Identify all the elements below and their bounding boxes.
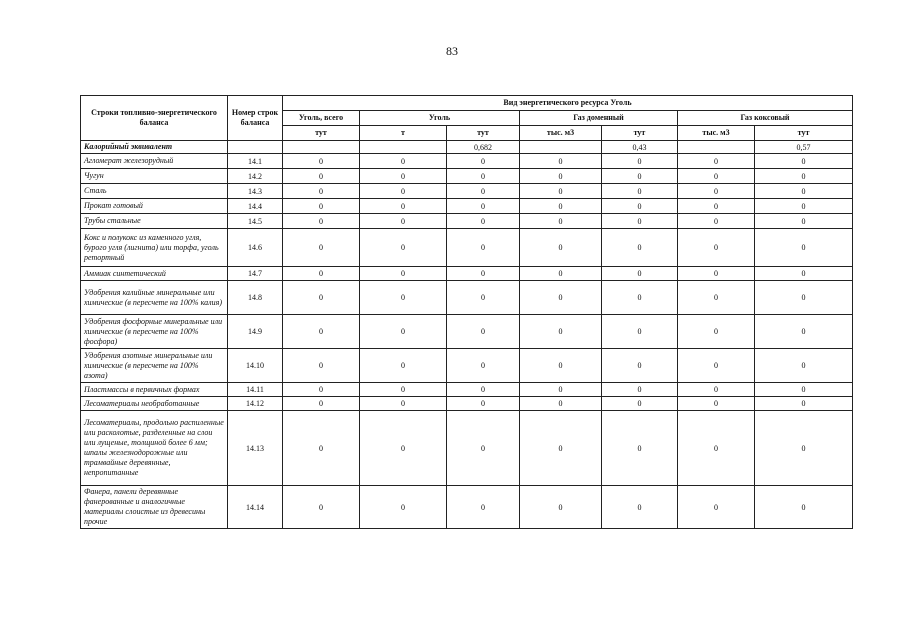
group-coke-gas: Газ коксовый: [678, 111, 853, 126]
row-number: 14.7: [228, 267, 283, 281]
header-resource-title: Вид энергетического ресурса Уголь: [283, 96, 853, 111]
row-label: Удобрения азотные минеральные или химические (в пересчете на 100% азота): [81, 349, 228, 383]
value-cell: 0: [755, 486, 853, 529]
value-cell: 0: [520, 349, 602, 383]
value-cell: 0,682: [447, 141, 520, 154]
value-cell: 0: [447, 397, 520, 411]
value-cell: 0: [520, 184, 602, 199]
row-label: Чугун: [81, 169, 228, 184]
value-cell: 0: [678, 184, 755, 199]
table-row: [81, 267, 853, 281]
value-cell: 0: [602, 169, 678, 184]
value-cell: 0: [520, 411, 602, 486]
row-number: 14.13: [228, 411, 283, 486]
calorific-row: [81, 141, 853, 154]
value-cell: 0: [360, 199, 447, 214]
value-cell: [283, 141, 360, 154]
table-row: [81, 281, 853, 315]
unit-cell: тут: [602, 126, 678, 141]
value-cell: 0: [447, 229, 520, 267]
value-cell: 0: [447, 154, 520, 169]
value-cell: 0: [360, 214, 447, 229]
value-cell: 0: [447, 214, 520, 229]
group-coal: Уголь: [360, 111, 520, 126]
value-cell: 0: [602, 154, 678, 169]
value-cell: 0: [283, 199, 360, 214]
value-cell: 0: [755, 315, 853, 349]
row-number: 14.2: [228, 169, 283, 184]
row-label: Удобрения фосфорные минеральные или химические (в пересчете на 100% фосфора): [81, 315, 228, 349]
value-cell: 0: [447, 383, 520, 397]
value-cell: 0: [447, 411, 520, 486]
value-cell: 0,43: [602, 141, 678, 154]
table-row: [81, 169, 853, 184]
unit-cell: тыс. м3: [520, 126, 602, 141]
value-cell: 0: [520, 315, 602, 349]
value-cell: 0: [678, 486, 755, 529]
row-label: Кокс и полукокс из каменного угля, бурого угля (лигнита) или торфа, уголь ретортный: [81, 229, 228, 267]
value-cell: 0: [602, 486, 678, 529]
value-cell: 0: [520, 397, 602, 411]
value-cell: 0: [678, 199, 755, 214]
energy-balance-table: [80, 95, 853, 529]
value-cell: [520, 141, 602, 154]
value-cell: 0: [678, 214, 755, 229]
value-cell: 0: [360, 184, 447, 199]
value-cell: 0: [520, 267, 602, 281]
value-cell: 0: [678, 397, 755, 411]
value-cell: 0: [283, 281, 360, 315]
table-row: [81, 315, 853, 349]
value-cell: 0: [447, 486, 520, 529]
value-cell: 0: [520, 383, 602, 397]
header-lines: Строки топливно-энергетического баланса: [81, 96, 228, 141]
row-number: 14.12: [228, 397, 283, 411]
value-cell: [678, 141, 755, 154]
value-cell: 0: [755, 229, 853, 267]
value-cell: 0: [520, 486, 602, 529]
value-cell: 0: [360, 349, 447, 383]
table-row: [81, 184, 853, 199]
row-number: 14.10: [228, 349, 283, 383]
value-cell: 0: [447, 349, 520, 383]
value-cell: 0: [360, 281, 447, 315]
value-cell: 0: [447, 169, 520, 184]
row-label: Сталь: [81, 184, 228, 199]
value-cell: 0: [360, 397, 447, 411]
row-number: [228, 141, 283, 154]
row-label: Калорийный эквивалент: [81, 141, 228, 154]
value-cell: 0: [602, 281, 678, 315]
row-number: 14.11: [228, 383, 283, 397]
value-cell: 0: [283, 411, 360, 486]
page-number: 83: [446, 44, 458, 58]
value-cell: 0: [283, 383, 360, 397]
unit-cell: тут: [283, 126, 360, 141]
value-cell: 0: [678, 154, 755, 169]
value-cell: 0: [678, 229, 755, 267]
value-cell: 0: [360, 315, 447, 349]
value-cell: 0: [360, 169, 447, 184]
table-row: [81, 411, 853, 486]
unit-cell: тут: [755, 126, 853, 141]
table-row: [81, 199, 853, 214]
value-cell: 0: [755, 281, 853, 315]
value-cell: 0: [520, 214, 602, 229]
value-cell: 0: [755, 411, 853, 486]
value-cell: 0: [602, 349, 678, 383]
value-cell: 0: [755, 383, 853, 397]
value-cell: 0: [602, 383, 678, 397]
value-cell: 0: [678, 267, 755, 281]
group-blast-furnace-gas: Газ доменный: [520, 111, 678, 126]
row-number: 14.3: [228, 184, 283, 199]
value-cell: 0: [283, 214, 360, 229]
value-cell: 0: [678, 383, 755, 397]
value-cell: 0: [755, 214, 853, 229]
header-number: Номер строк баланса: [228, 96, 283, 141]
row-number: 14.9: [228, 315, 283, 349]
table-row: [81, 154, 853, 169]
row-label: Трубы стальные: [81, 214, 228, 229]
value-cell: 0: [283, 229, 360, 267]
value-cell: 0: [447, 267, 520, 281]
value-cell: 0: [602, 267, 678, 281]
value-cell: 0: [283, 349, 360, 383]
value-cell: 0: [602, 184, 678, 199]
value-cell: 0: [360, 383, 447, 397]
value-cell: 0: [678, 411, 755, 486]
row-label: Пластмассы в первичных формах: [81, 383, 228, 397]
row-label: Лесоматериалы, продольно распиленные или расколотые, разделенные на слои или лущеные, толщиной более 6 мм; шпалы железнодорожные или трамвайные деревянные, непропитанные: [81, 411, 228, 486]
unit-cell: тыс. м3: [678, 126, 755, 141]
value-cell: 0: [755, 184, 853, 199]
value-cell: 0: [755, 169, 853, 184]
value-cell: 0: [755, 349, 853, 383]
row-number: 14.14: [228, 486, 283, 529]
row-label: Агломерат железорудный: [81, 154, 228, 169]
value-cell: 0: [283, 169, 360, 184]
row-number: 14.4: [228, 199, 283, 214]
value-cell: 0: [520, 199, 602, 214]
unit-cell: тут: [447, 126, 520, 141]
table-row: [81, 486, 853, 529]
group-coal-total: Уголь, всего: [283, 111, 360, 126]
value-cell: 0: [678, 281, 755, 315]
value-cell: 0: [520, 154, 602, 169]
value-cell: 0: [755, 397, 853, 411]
value-cell: 0: [755, 199, 853, 214]
value-cell: 0: [602, 199, 678, 214]
value-cell: 0: [520, 229, 602, 267]
value-cell: 0: [447, 184, 520, 199]
value-cell: 0: [360, 154, 447, 169]
value-cell: 0: [678, 315, 755, 349]
value-cell: 0: [755, 267, 853, 281]
table-row: [81, 397, 853, 411]
row-label: Прокат готовый: [81, 199, 228, 214]
row-label: Аммиак синтетический: [81, 267, 228, 281]
value-cell: 0: [360, 411, 447, 486]
value-cell: 0: [520, 169, 602, 184]
table-row: [81, 214, 853, 229]
value-cell: 0,57: [755, 141, 853, 154]
value-cell: 0: [283, 154, 360, 169]
value-cell: 0: [360, 267, 447, 281]
value-cell: 0: [360, 229, 447, 267]
value-cell: 0: [602, 229, 678, 267]
unit-cell: т: [360, 126, 447, 141]
value-cell: 0: [602, 411, 678, 486]
value-cell: 0: [283, 486, 360, 529]
value-cell: 0: [678, 169, 755, 184]
row-label: Удобрения калийные минеральные или химические (в пересчете на 100% калия): [81, 281, 228, 315]
value-cell: 0: [447, 281, 520, 315]
value-cell: 0: [360, 486, 447, 529]
row-number: 14.1: [228, 154, 283, 169]
table-row: [81, 383, 853, 397]
value-cell: 0: [602, 397, 678, 411]
row-label: Фанера, панели деревянные фанерованные и аналогичные материалы слоистые из древесины прочие: [81, 486, 228, 529]
value-cell: 0: [283, 267, 360, 281]
value-cell: 0: [755, 154, 853, 169]
value-cell: 0: [283, 184, 360, 199]
table-row: [81, 229, 853, 267]
value-cell: 0: [602, 315, 678, 349]
value-cell: 0: [520, 281, 602, 315]
value-cell: 0: [447, 199, 520, 214]
value-cell: 0: [447, 315, 520, 349]
value-cell: 0: [283, 315, 360, 349]
row-number: 14.8: [228, 281, 283, 315]
value-cell: 0: [678, 349, 755, 383]
value-cell: [360, 141, 447, 154]
value-cell: 0: [602, 214, 678, 229]
table-row: [81, 349, 853, 383]
value-cell: 0: [283, 397, 360, 411]
row-number: 14.5: [228, 214, 283, 229]
row-number: 14.6: [228, 229, 283, 267]
row-label: Лесоматериалы необработанные: [81, 397, 228, 411]
